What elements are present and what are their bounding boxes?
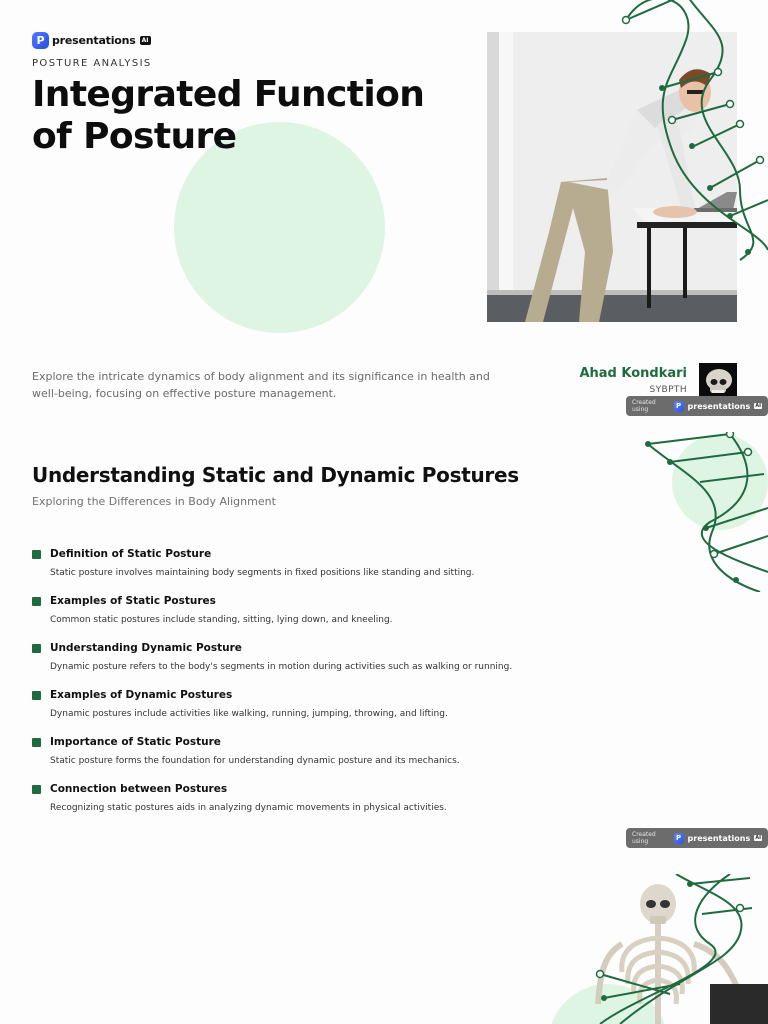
brand-tag: AI bbox=[141, 37, 149, 44]
page-title: Integrated Function of Posture bbox=[32, 74, 425, 157]
bullet-square-icon bbox=[32, 550, 41, 559]
list-item-title: Examples of Dynamic Postures bbox=[50, 689, 233, 701]
created-using-badge[interactable] bbox=[626, 396, 768, 416]
list-item-text: Static posture forms the foundation for understanding dynamic posture and its mechanics. bbox=[50, 756, 460, 766]
list-item-text: Dynamic posture refers to the body's segments in motion during activities such as walking or running. bbox=[50, 662, 513, 672]
dna-helix-decoration bbox=[590, 0, 768, 270]
list-item bbox=[32, 689, 592, 736]
created-using-brand: presentations bbox=[687, 833, 751, 843]
content-slide bbox=[0, 432, 768, 856]
list-item-text: Dynamic postures include activities like walking, running, jumping, throwing, and lifting. bbox=[50, 709, 448, 719]
author-name: Ahad Kondkari bbox=[579, 366, 687, 381]
created-using-tag: AI bbox=[755, 403, 761, 409]
list-item-text: Common static postures include standing, sitting, lying down, and kneeling. bbox=[50, 615, 393, 625]
created-using-tag: AI bbox=[755, 835, 761, 841]
section-title: Understanding Static and Dynamic Postures bbox=[32, 463, 519, 487]
brand-logo bbox=[32, 32, 151, 49]
list-item-text: Recognizing static postures aids in analyzing dynamic movements in physical activities. bbox=[50, 803, 447, 813]
bullet-square-icon bbox=[32, 691, 41, 700]
list-item-title: Understanding Dynamic Posture bbox=[50, 642, 242, 654]
list-item bbox=[32, 548, 592, 595]
bullet-square-icon bbox=[32, 644, 41, 653]
list-item bbox=[32, 595, 592, 642]
bullet-square-icon bbox=[32, 738, 41, 747]
posture-list bbox=[32, 548, 592, 830]
brand-name: presentations bbox=[52, 34, 136, 47]
intro-text: Explore the intricate dynamics of body alignment and its significance in health and well-being, focusing on effective posture management. bbox=[32, 370, 490, 400]
created-using-brand: presentations bbox=[687, 401, 751, 411]
title-slide bbox=[0, 0, 768, 424]
dna-helix-decoration bbox=[640, 432, 768, 592]
presentations-logo-icon: P bbox=[674, 833, 684, 844]
list-item-text: Static posture involves maintaining body segments in fixed positions like standing and sitting. bbox=[50, 568, 475, 578]
bullet-square-icon bbox=[32, 785, 41, 794]
created-using-label: Created using bbox=[632, 831, 656, 845]
skeleton-image bbox=[580, 874, 768, 1024]
list-item bbox=[32, 642, 592, 689]
presentations-logo-icon: P bbox=[674, 401, 684, 412]
list-item-title: Definition of Static Posture bbox=[50, 548, 212, 560]
list-item-title: Importance of Static Posture bbox=[50, 736, 221, 748]
list-item-title: Connection between Postures bbox=[50, 783, 228, 795]
eyebrow-label: POSTURE ANALYSIS bbox=[32, 58, 152, 69]
bullet-square-icon bbox=[32, 597, 41, 606]
section-subtitle: Exploring the Differences in Body Alignment bbox=[32, 495, 276, 508]
list-item bbox=[32, 736, 592, 783]
list-item-title: Examples of Static Postures bbox=[50, 595, 216, 607]
created-using-label: Created using bbox=[632, 399, 656, 413]
list-item bbox=[32, 783, 592, 830]
brand-mark-icon: P bbox=[32, 32, 49, 49]
author-role: SYBPTH bbox=[649, 385, 687, 395]
created-using-badge[interactable] bbox=[626, 828, 768, 848]
next-slide-preview bbox=[0, 864, 768, 1024]
